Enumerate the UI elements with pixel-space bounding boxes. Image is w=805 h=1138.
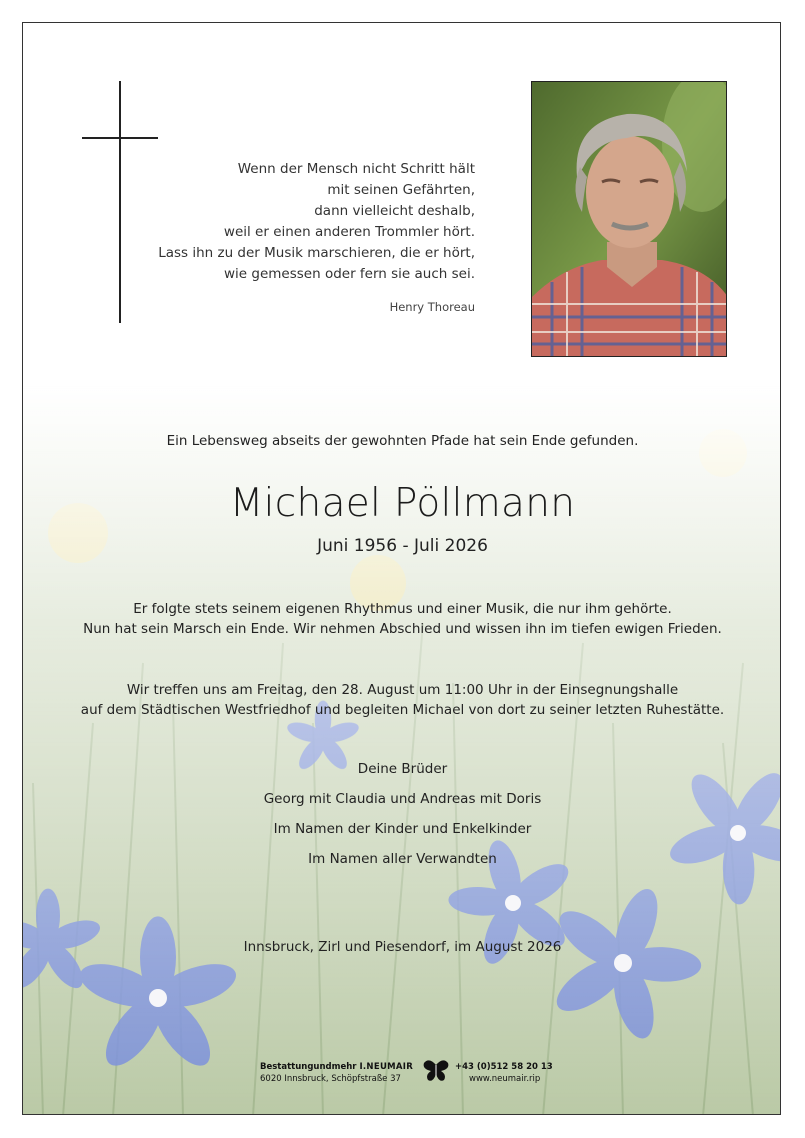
mourner-line: Im Namen aller Verwandten bbox=[308, 851, 497, 867]
service-line: Wir treffen uns am Freitag, den 28. August um 11:00 Uhr in der Einsegnungshalle bbox=[126, 682, 679, 698]
deceased-name: Michael Pöllmann bbox=[229, 481, 576, 526]
place-and-date: Innsbruck, Zirl und Piesendorf, im August 2026 bbox=[243, 939, 562, 955]
quote-line: weil er einen anderen Trommler hört. bbox=[223, 224, 475, 240]
obituary-card bbox=[22, 22, 781, 1115]
farewell-message bbox=[23, 599, 781, 639]
funeral-home-name bbox=[260, 1062, 413, 1072]
mourner-line: Deine Brüder bbox=[357, 761, 448, 777]
message-line: Er folgte stets seinem eigenen Rhythmus und einer Musik, die nur ihm gehörte. bbox=[133, 601, 672, 617]
intro-text: Ein Lebensweg abseits der gewohnten Pfade hat sein Ende gefunden. bbox=[166, 433, 639, 449]
message-line: Nun hat sein Marsch ein Ende. Wir nehmen Abschied und wissen ihn im tiefen ewigen Frieden. bbox=[83, 621, 722, 637]
portrait-photo bbox=[531, 81, 727, 357]
company-prefix: Bestattungundmehr bbox=[260, 1062, 357, 1072]
memorial-quote bbox=[103, 159, 475, 285]
quote-line: Wenn der Mensch nicht Schritt hält bbox=[237, 161, 475, 177]
mourner-line: Georg mit Claudia und Andreas mit Doris bbox=[263, 791, 542, 807]
funeral-home-website[interactable]: www.neumair.rip bbox=[469, 1074, 541, 1084]
funeral-home-address: 6020 Innsbruck, Schöpfstraße 37 bbox=[260, 1074, 401, 1084]
quote-line: dann vielleicht deshalb, bbox=[314, 203, 475, 219]
quote-line: Lass ihn zu der Musik marschieren, die er hört, bbox=[158, 245, 475, 261]
funeral-home-phone: +43 (0)512 58 20 13 bbox=[455, 1062, 553, 1072]
mourner-line: Im Namen der Kinder und Enkelkinder bbox=[273, 821, 532, 837]
life-dates: Juni 1956 - Juli 2026 bbox=[317, 536, 488, 556]
cross-symbol-horizontal bbox=[82, 137, 158, 139]
quote-line: wie gemessen oder fern sie auch sei. bbox=[224, 266, 475, 282]
quote-line: mit seinen Gefährten, bbox=[327, 182, 475, 198]
quote-author: Henry Thoreau bbox=[389, 300, 475, 314]
service-details bbox=[23, 680, 781, 720]
funeral-home-footer bbox=[23, 1056, 781, 1096]
service-line: auf dem Städtischen Westfriedhof und begleiten Michael von dort zu seiner letzten Ruhestätte. bbox=[80, 702, 725, 718]
company-name: I.NEUMAIR bbox=[359, 1062, 414, 1072]
butterfly-icon bbox=[423, 1059, 449, 1083]
